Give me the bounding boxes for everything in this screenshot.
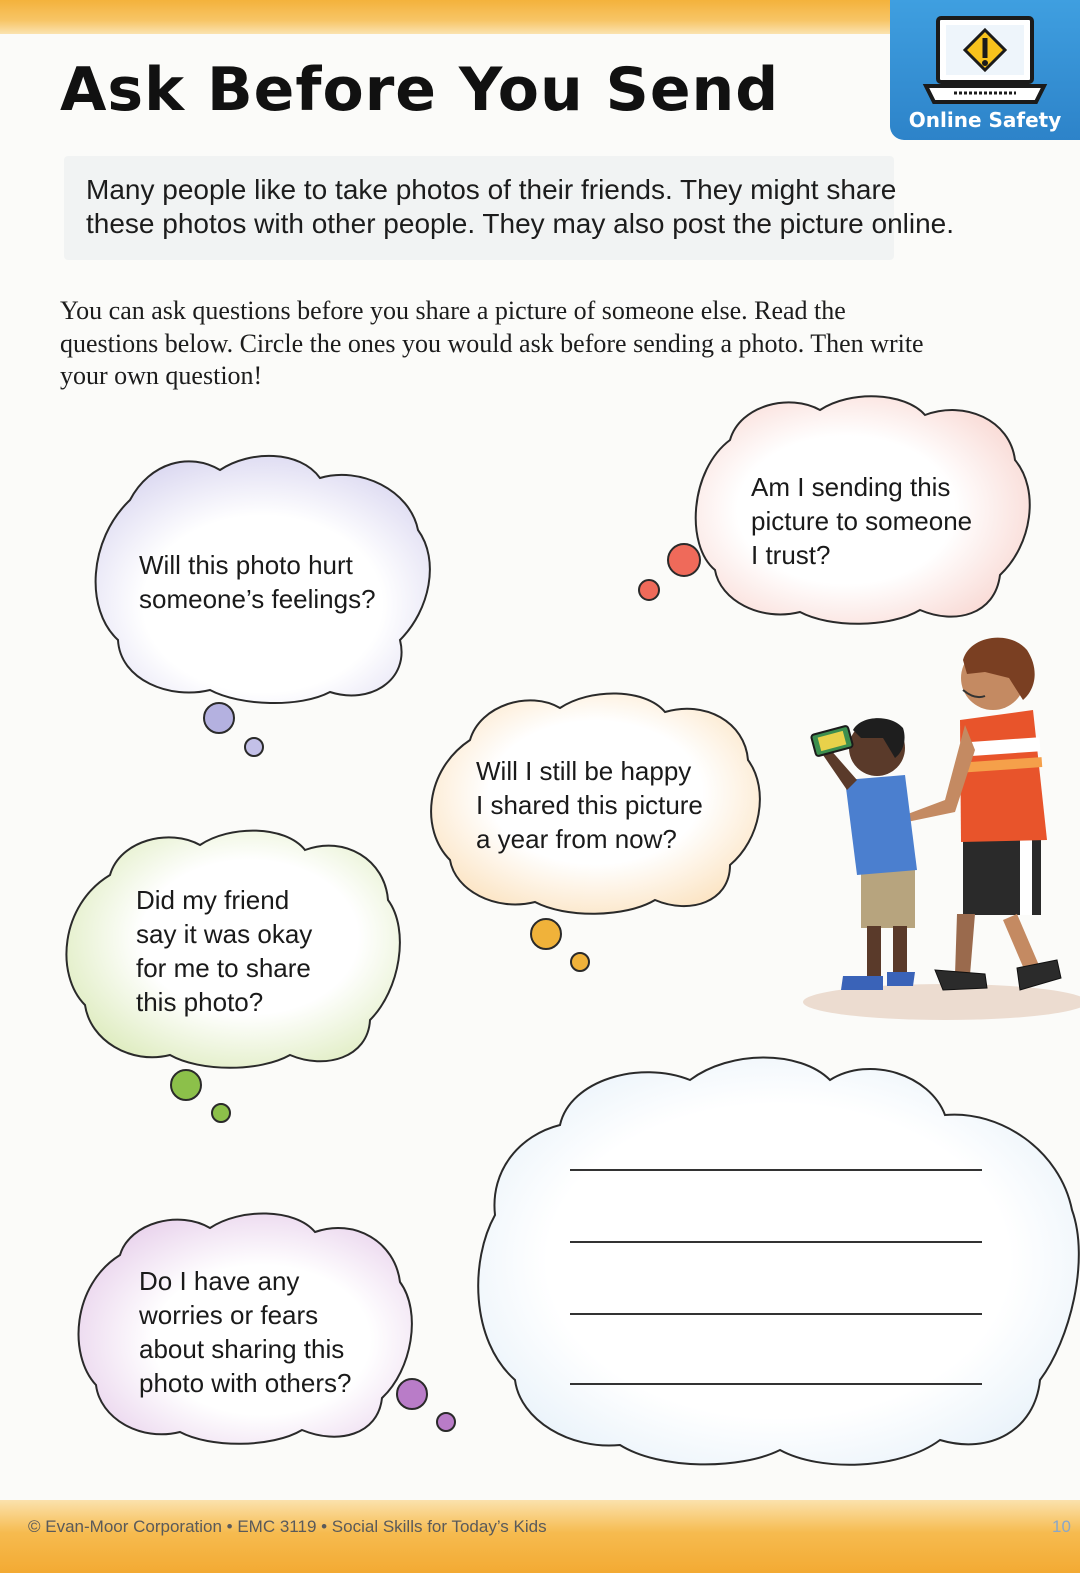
page-title: Ask Before You Send: [60, 55, 780, 125]
bubble-4-text: Did my friend say it was okay for me to share this photo?: [136, 885, 313, 1017]
intro-text: Many people like to take photos of their friends. They might share these photos with other people. They may also post the picture online.: [86, 174, 955, 239]
badge-label: Online Safety: [908, 108, 1062, 132]
boy-figure: [811, 718, 917, 990]
write-your-own-bubble[interactable]: [478, 1058, 1079, 1465]
page-number: 10: [1052, 1517, 1071, 1536]
bubble-5-text: Do I have any worries or fears about sharing this photo with others?: [139, 1266, 352, 1398]
bubble-3-text: Will I still be happy I shared this picture a year from now?: [476, 756, 703, 854]
footer-credit: © Evan-Moor Corporation • EMC 3119 • Social Skills for Today’s Kids: [28, 1517, 547, 1536]
instructions-text: You can ask questions before you share a picture of someone else. Read the questions below. Circle the ones you would ask before sending a photo. Then write your own question!: [60, 296, 924, 390]
bubble-1-text: Will this photo hurt someone’s feelings?: [139, 550, 376, 614]
bubble-2-text: Am I sending this picture to someone I trust?: [751, 472, 973, 570]
illustration-boy-and-adult: [795, 630, 1080, 1030]
adult-figure: [905, 638, 1061, 990]
